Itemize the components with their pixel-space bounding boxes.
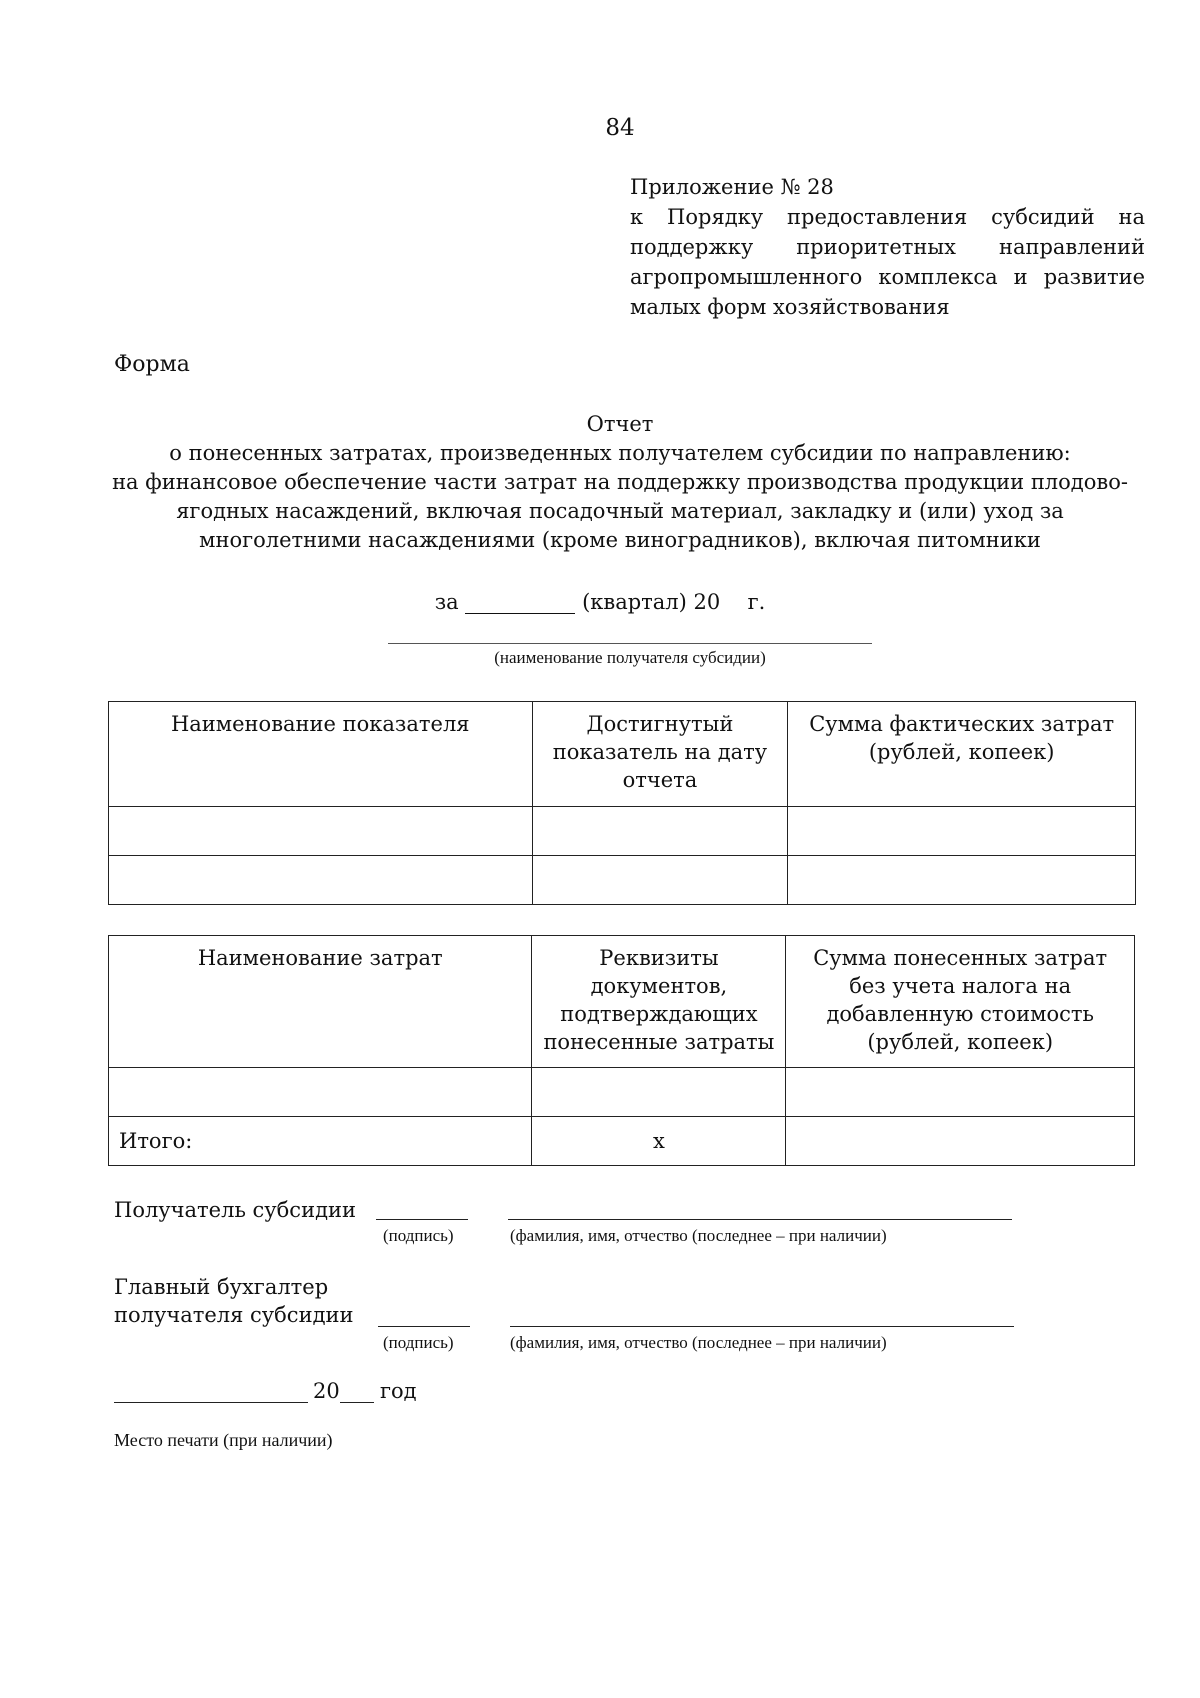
accountant-label-line-2: получателя субсидии [114,1303,354,1327]
form-label: Форма [114,352,190,377]
quarter-blank[interactable] [465,591,575,614]
table-cell[interactable] [788,856,1136,905]
appendix-line-4: агропромышленного комплекса и развитие [630,265,1145,289]
appendix-line-3: поддержку приоритетных направлений [630,235,1145,259]
year-suffix: г. [747,590,766,614]
date-year-prefix: 20 [313,1379,340,1403]
total-sum-cell[interactable] [786,1117,1135,1166]
table-cell[interactable] [109,856,533,905]
header-cost-name: Наименование затрат [109,936,532,1068]
accountant-name-field-line[interactable] [510,1326,1014,1327]
report-subtitle-3: ягодных насаждений, включая посадочный материал, закладку и (или) уход за [176,499,1064,523]
table-cell[interactable] [109,1068,532,1117]
recipient-name-caption: (наименование получателя субсидии) [494,648,766,667]
report-subtitle-4: многолетними насаждениями (кроме виноградников), включая питомники [199,528,1041,552]
report-subtitle-1: о понесенных затратах, произведенных получателем субсидии по направлению: [169,441,1071,465]
header-achieved-indicator: Достигнутый показатель на дату отчета [532,702,788,807]
period-prefix: за [434,590,459,614]
table-cell[interactable] [532,856,788,905]
quarter-label: (квартал) 20 [582,590,721,614]
report-period [300,590,900,614]
header-actual-costs: Сумма фактических затрат (рублей, копеек) [788,702,1136,807]
recipient-name-line[interactable] [388,643,872,644]
stamp-note: Место печати (при наличии) [114,1430,333,1450]
accountant-name-caption: (фамилия, имя, отчество (последнее – при наличии) [510,1333,887,1352]
date-day-month-line[interactable] [114,1402,308,1403]
table-row [109,856,1136,905]
table-cell[interactable] [109,807,533,856]
header-indicator-name: Наименование показателя [109,702,533,807]
date-year-suffix: год [380,1379,417,1403]
indicators-header-row [109,702,1136,807]
header-cost-sum-without-vat: Сумма понесенных затрат без учета налога на добавленную стоимость (рублей, копеек) [786,936,1135,1068]
total-mark: х [532,1117,786,1166]
recipient-signature-label: Получатель субсидии [114,1198,356,1222]
header-document-details: Реквизиты документов, подтверждающих понесенные затраты [532,936,786,1068]
appendix-line-2: к Порядку предоставления субсидий на [630,205,1145,229]
appendix-header [630,172,1145,322]
table-cell[interactable] [788,807,1136,856]
appendix-line-5: малых форм хозяйствования [630,295,950,319]
recipient-name-field-line[interactable] [508,1219,1012,1220]
recipient-signature-caption: (подпись) [383,1226,454,1245]
total-label: Итого: [109,1117,532,1166]
report-title-block [100,410,1140,555]
date-year-line[interactable] [340,1402,374,1403]
costs-table [108,935,1135,1166]
total-row [109,1117,1135,1166]
page-number: 84 [605,115,635,141]
appendix-number: Приложение № 28 [630,175,834,199]
costs-header-row [109,936,1135,1068]
recipient-name-caption: (фамилия, имя, отчество (последнее – при наличии) [510,1226,887,1245]
table-row [109,1068,1135,1117]
accountant-signature-line[interactable] [378,1326,470,1327]
accountant-signature-caption: (подпись) [383,1333,454,1352]
indicators-table [108,701,1136,905]
table-cell[interactable] [532,807,788,856]
table-cell[interactable] [786,1068,1135,1117]
recipient-signature-line[interactable] [376,1219,468,1220]
table-cell[interactable] [532,1068,786,1117]
report-title: Отчет [586,412,654,436]
table-row [109,807,1136,856]
accountant-label-line-1: Главный бухгалтер [114,1275,329,1299]
report-subtitle-2: на финансовое обеспечение части затрат на поддержку производства продукции плодово- [112,470,1128,494]
